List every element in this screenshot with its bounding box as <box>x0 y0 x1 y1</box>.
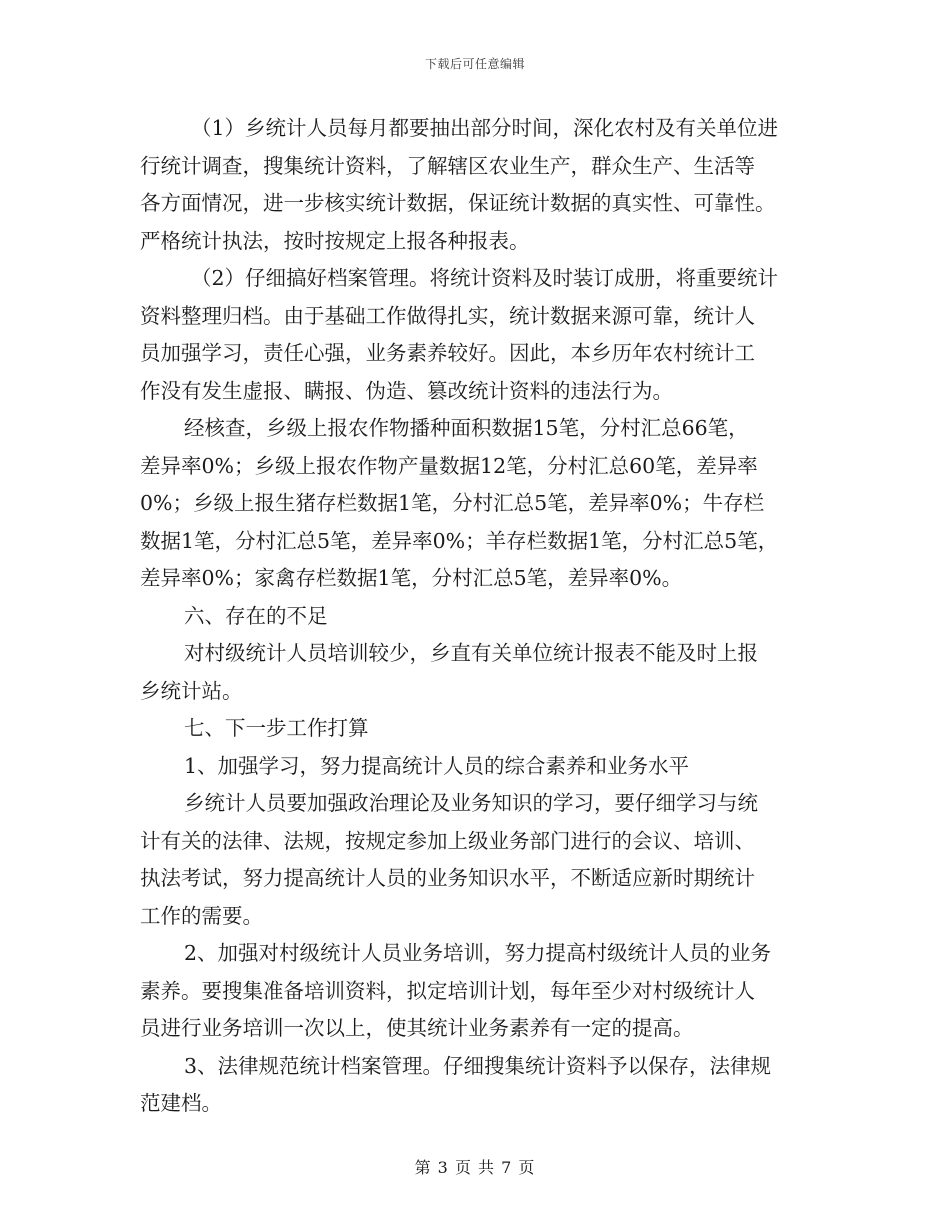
text-line: 素养。要搜集准备培训资料，拟定培训计划，每年至少对村级统计人 <box>140 978 755 1003</box>
text-line: 经核查，乡级上报农作物播种面积数据15笔，分村汇总66笔， <box>184 416 749 440</box>
page-number: 第 3 页 共 7 页 <box>414 1158 536 1177</box>
text-line: 0%；乡级上报生猪存栏数据1笔，分村汇总5笔，差异率0%；牛存栏 <box>140 491 765 515</box>
section-heading: 七、下一步工作打算 <box>184 716 369 740</box>
text-line: 计有关的法律、法规，按规定参加上级业务部门进行的会议、培训、 <box>140 828 755 853</box>
section-heading: 六、存在的不足 <box>184 603 328 628</box>
text-line: （1）乡统计人员每月都要抽出部分时间，深化农村及有关单位进 <box>191 116 779 140</box>
text-line: 3、法律规范统计档案管理。仔细搜集统计资料予以保存，法律规 <box>184 1053 772 1078</box>
text-line: （2）仔细搞好档案管理。将统计资料及时装订成册，将重要统计 <box>191 266 779 290</box>
text-line: 员进行业务培训一次以上，使其统计业务素养有一定的提高。 <box>140 1016 694 1040</box>
text-line: 数据1笔，分村汇总5笔，差异率0%；羊存栏数据1笔，分村汇总5笔， <box>140 528 779 553</box>
text-line: 执法考试，努力提高统计人员的业务知识水平，不断适应新时期统计 <box>140 866 755 890</box>
text-line: 资料整理归档。由于基础工作做得扎实，统计数据来源可靠，统计人 <box>140 303 755 328</box>
text-line: 2、加强对村级统计人员业务培训，努力提高村级统计人员的业务 <box>184 941 772 965</box>
document-body <box>140 110 830 1123</box>
text-line: 员加强学习，责任心强，业务素养较好。因此，本乡历年农村统计工 <box>140 341 755 365</box>
page-header-note: 下载后可任意编辑 <box>424 57 525 71</box>
text-line: 对村级统计人员培训较少，乡直有关单位统计报表不能及时上报 <box>184 641 758 665</box>
text-line: 各方面情况，进一步核实统计数据，保证统计数据的真实性、可靠性。 <box>140 191 776 215</box>
text-line: 行统计调查，搜集统计资料，了解辖区农业生产，群众生产、生活等 <box>140 153 755 178</box>
text-line: 作没有发生虚报、瞒报、伪造、篡改统计资料的违法行为。 <box>140 378 673 403</box>
subsection-heading: 1、加强学习，努力提高统计人员的综合素养和业务水平 <box>184 753 690 778</box>
text-line: 严格统计执法，按时按规定上报各种报表。 <box>140 228 530 253</box>
text-line: 乡统计站。 <box>140 678 243 703</box>
text-line: 差异率0%；家禽存栏数据1笔，分村汇总5笔，差异率0%。 <box>140 566 683 590</box>
text-line: 差异率0%；乡级上报农作物产量数据12笔，分村汇总60笔，差异率 <box>140 453 758 478</box>
text-line: 乡统计人员要加强政治理论及业务知识的学习，要仔细学习与统 <box>184 791 758 815</box>
text-line: 范建档。 <box>140 1091 222 1115</box>
text-line: 工作的需要。 <box>140 903 263 928</box>
